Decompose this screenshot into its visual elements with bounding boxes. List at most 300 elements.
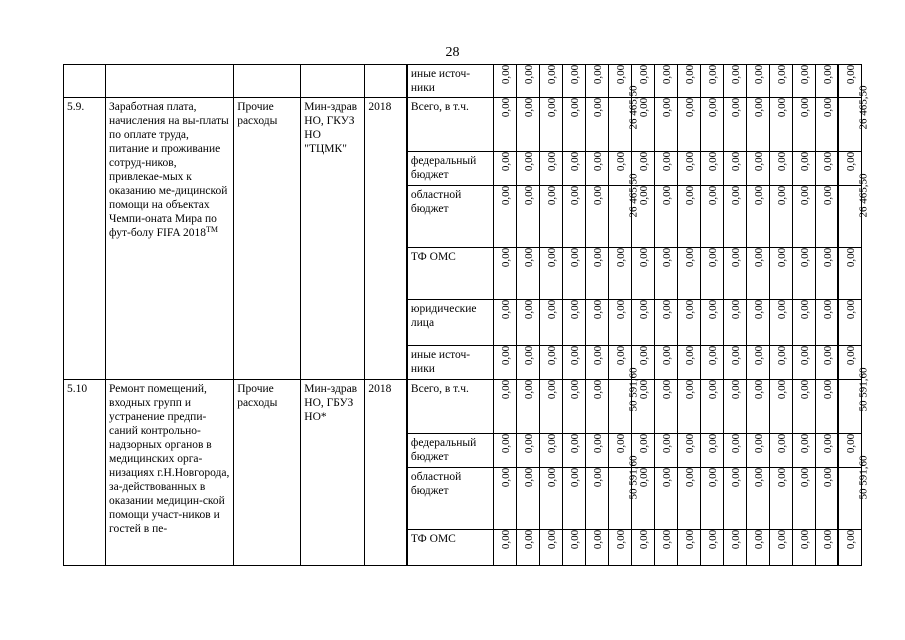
value-cell (562, 300, 585, 346)
value-cell (516, 98, 539, 152)
value-text: 0,00 (729, 247, 742, 268)
value-cell (815, 300, 838, 346)
value-text: 0,00 (499, 247, 512, 268)
value-text: 0,00 (798, 529, 811, 550)
value-text: 0,00 (775, 299, 788, 320)
value-text: 0,00 (821, 467, 834, 488)
value-cell (608, 530, 631, 566)
value-text: 0,00 (821, 247, 834, 268)
value-text: 0,00 (775, 467, 788, 488)
value-cell (608, 367, 640, 434)
value-text: 0,00 (798, 151, 811, 172)
value-cell (539, 380, 562, 434)
value-text: 0,00 (545, 433, 558, 454)
value-text: 0,00 (522, 64, 535, 85)
value-cell (700, 380, 723, 434)
value-text: 0,00 (545, 379, 558, 400)
value-text: 0,00 (752, 433, 765, 454)
value-text: 0,00 (845, 247, 858, 268)
value-cell (700, 248, 723, 300)
value-text: 0,00 (775, 151, 788, 172)
value-text: 0,00 (568, 467, 581, 488)
value-cell (700, 152, 723, 186)
value-text: 0,00 (729, 345, 742, 366)
value-cell (700, 346, 723, 380)
value-text: 0,00 (683, 64, 696, 85)
value-cell (516, 468, 539, 530)
value-cell (539, 346, 562, 380)
row-number-text: 5.10 (67, 383, 88, 395)
value-text: 50 591,60 (627, 455, 640, 500)
value-cell (654, 530, 677, 566)
value-cell (516, 65, 539, 98)
value-cell (838, 367, 870, 434)
value-cell (723, 380, 746, 434)
value-cell (654, 468, 677, 530)
value-cell (631, 380, 654, 434)
value-text: 0,00 (614, 529, 627, 550)
value-text: 0,00 (775, 529, 788, 550)
value-text: 0,00 (821, 529, 834, 550)
value-cell (838, 530, 861, 566)
value-cell (769, 300, 792, 346)
page-number: 28 (445, 45, 460, 60)
expense-type (234, 65, 301, 98)
value-text: 0,00 (845, 299, 858, 320)
value-text: 0,00 (545, 151, 558, 172)
value-text: 0,00 (591, 247, 604, 268)
value-text: 0,00 (499, 433, 512, 454)
value-cell (562, 248, 585, 300)
value-text: 0,00 (706, 529, 719, 550)
value-text: 0,00 (637, 379, 650, 400)
funding-source: Всего, в т.ч. (407, 98, 493, 152)
value-cell (631, 98, 654, 152)
value-cell (677, 248, 700, 300)
value-text: 0,00 (591, 64, 604, 85)
value-text: 0,00 (845, 529, 858, 550)
value-text: 50 591,60 (857, 367, 870, 412)
value-text: 0,00 (637, 433, 650, 454)
value-text: 0,00 (591, 433, 604, 454)
value-text: 0,00 (660, 433, 673, 454)
value-cell (815, 346, 838, 380)
value-cell (585, 434, 608, 468)
row-year (365, 98, 407, 380)
value-cell (769, 98, 792, 152)
value-cell (815, 380, 838, 434)
value-text: 0,00 (660, 151, 673, 172)
value-text: 50 591,60 (857, 455, 870, 500)
value-text: 0,00 (614, 247, 627, 268)
value-cell (792, 248, 815, 300)
value-cell (792, 530, 815, 566)
value-text: 0,00 (798, 345, 811, 366)
value-cell (585, 65, 608, 98)
value-text: 0,00 (775, 247, 788, 268)
value-text: 0,00 (706, 433, 719, 454)
value-cell (539, 248, 562, 300)
value-text: 0,00 (706, 151, 719, 172)
value-cell (539, 434, 562, 468)
value-cell (700, 65, 723, 98)
value-cell (815, 248, 838, 300)
value-cell (493, 468, 516, 530)
value-cell (838, 173, 870, 248)
value-cell (677, 152, 700, 186)
value-text: 0,00 (660, 185, 673, 206)
value-text: 26 465,50 (627, 173, 640, 218)
value-cell (493, 248, 516, 300)
value-text: 0,00 (568, 345, 581, 366)
value-text: 0,00 (845, 151, 858, 172)
value-text: 0,00 (637, 151, 650, 172)
value-cell (608, 248, 631, 300)
value-text: 0,00 (522, 247, 535, 268)
funding-source: юридические лица (407, 300, 493, 346)
value-cell (769, 346, 792, 380)
value-text: 0,00 (660, 64, 673, 85)
value-text: 0,00 (845, 345, 858, 366)
value-text: 0,00 (683, 467, 696, 488)
responsible-org (301, 98, 365, 380)
value-text: 0,00 (798, 299, 811, 320)
value-cell (815, 65, 838, 98)
value-cell (654, 98, 677, 152)
value-cell (516, 152, 539, 186)
value-cell (769, 186, 792, 248)
value-cell (539, 468, 562, 530)
value-text: 0,00 (499, 64, 512, 85)
value-text: 0,00 (545, 247, 558, 268)
value-cell (654, 300, 677, 346)
value-text: 0,00 (775, 185, 788, 206)
value-cell (723, 152, 746, 186)
value-cell (677, 468, 700, 530)
funding-source: Всего, в т.ч. (407, 380, 493, 434)
value-text: 0,00 (821, 151, 834, 172)
value-cell (493, 380, 516, 434)
value-cell (539, 98, 562, 152)
row-name-text: Заработная плата, начисления на вы-платы по оплате труда, питание и проживание сотруд-ников, привлекае-мых к оказанию ме-дицинской помощи на объектах Чемпи-оната Мира по фут-болу FIFA 2018 (109, 101, 229, 239)
table-row (64, 380, 862, 434)
value-text: 0,00 (775, 379, 788, 400)
value-cell (493, 530, 516, 566)
table-row (64, 98, 862, 152)
value-text: 0,00 (729, 299, 742, 320)
value-text: 0,00 (798, 247, 811, 268)
value-text: 0,00 (499, 345, 512, 366)
value-text: 0,00 (568, 64, 581, 85)
funding-source: областной бюджет (407, 468, 493, 530)
responsible-org (301, 65, 365, 98)
value-text: 0,00 (522, 345, 535, 366)
value-cell (585, 530, 608, 566)
value-text: 0,00 (637, 97, 650, 118)
value-text: 0,00 (660, 97, 673, 118)
value-text: 0,00 (637, 345, 650, 366)
value-cell (723, 346, 746, 380)
value-cell (562, 65, 585, 98)
value-text: 0,00 (660, 299, 673, 320)
value-cell (493, 346, 516, 380)
row-name (106, 65, 234, 98)
value-text: 0,00 (568, 247, 581, 268)
value-text: 0,00 (499, 467, 512, 488)
funding-source: иные источ-ники (407, 346, 493, 380)
value-text: 0,00 (821, 299, 834, 320)
value-text: 0,00 (729, 151, 742, 172)
value-cell (562, 346, 585, 380)
row-year-text: 2018 (368, 383, 392, 395)
value-cell (723, 98, 746, 152)
value-text: 0,00 (660, 467, 673, 488)
value-text: 0,00 (683, 345, 696, 366)
value-cell (585, 248, 608, 300)
value-text: 0,00 (637, 64, 650, 85)
table-row (64, 65, 862, 98)
value-text: 0,00 (798, 379, 811, 400)
value-cell (723, 468, 746, 530)
value-text: 0,00 (591, 379, 604, 400)
expense-type (234, 380, 301, 566)
value-cell (769, 152, 792, 186)
value-text: 0,00 (614, 345, 627, 366)
value-text: 0,00 (798, 185, 811, 206)
value-text: 0,00 (683, 529, 696, 550)
responsible-org (301, 380, 365, 566)
value-cell (677, 65, 700, 98)
value-text: 0,00 (522, 529, 535, 550)
value-text: 0,00 (821, 433, 834, 454)
value-text: 0,00 (637, 299, 650, 320)
value-cell (769, 468, 792, 530)
value-text: 0,00 (545, 97, 558, 118)
value-text: 0,00 (499, 97, 512, 118)
row-year (365, 380, 407, 566)
value-text: 26 465,50 (857, 173, 870, 218)
value-text: 0,00 (545, 299, 558, 320)
value-cell (746, 186, 769, 248)
value-text: 0,00 (775, 433, 788, 454)
responsible-org-text: Мин-здрав НО, ГКУЗ НО "ТЦМК" (304, 101, 358, 155)
value-text: 0,00 (821, 64, 834, 85)
value-cell (516, 380, 539, 434)
value-cell (792, 346, 815, 380)
value-cell (723, 300, 746, 346)
value-cell (746, 65, 769, 98)
value-text: 0,00 (729, 379, 742, 400)
row-number (64, 380, 106, 566)
value-text: 0,00 (591, 185, 604, 206)
value-cell (838, 455, 870, 530)
value-cell (585, 300, 608, 346)
value-cell (562, 530, 585, 566)
value-text: 0,00 (706, 185, 719, 206)
value-cell (838, 248, 861, 300)
value-cell (769, 434, 792, 468)
value-cell (562, 434, 585, 468)
value-cell (838, 85, 870, 152)
value-cell (700, 530, 723, 566)
value-cell (677, 300, 700, 346)
value-cell (746, 530, 769, 566)
value-cell (654, 380, 677, 434)
value-text: 0,00 (775, 64, 788, 85)
value-text: 0,00 (706, 97, 719, 118)
value-cell (585, 380, 608, 434)
value-text: 0,00 (752, 97, 765, 118)
value-text: 0,00 (752, 345, 765, 366)
value-text: 0,00 (591, 299, 604, 320)
value-text: 0,00 (591, 529, 604, 550)
value-text: 0,00 (591, 467, 604, 488)
value-text: 0,00 (729, 64, 742, 85)
value-cell (608, 300, 631, 346)
row-name (106, 380, 234, 566)
value-cell (493, 152, 516, 186)
value-text: 26 465,50 (857, 85, 870, 130)
value-text: 0,00 (821, 345, 834, 366)
value-text: 0,00 (706, 379, 719, 400)
funding-source: федеральный бюджет (407, 434, 493, 468)
value-text: 0,00 (660, 379, 673, 400)
responsible-org-text: Мин-здрав НО, ГБУЗ НО* (304, 383, 358, 423)
value-text: 0,00 (798, 467, 811, 488)
value-cell (539, 300, 562, 346)
value-cell (585, 152, 608, 186)
value-cell (631, 468, 654, 530)
row-year (365, 65, 407, 98)
expense-type (234, 98, 301, 380)
value-cell (700, 186, 723, 248)
value-cell (723, 186, 746, 248)
funding-source: ТФ ОМС (407, 248, 493, 300)
value-text: 0,00 (660, 247, 673, 268)
value-cell (769, 530, 792, 566)
value-cell (562, 468, 585, 530)
value-cell (654, 248, 677, 300)
value-text: 0,00 (522, 299, 535, 320)
value-cell (608, 85, 640, 152)
value-cell (516, 248, 539, 300)
value-cell (677, 434, 700, 468)
value-text: 0,00 (798, 433, 811, 454)
value-cell (815, 152, 838, 186)
value-cell (677, 380, 700, 434)
value-cell (677, 186, 700, 248)
value-text: 0,00 (706, 345, 719, 366)
value-text: 0,00 (522, 379, 535, 400)
value-text: 0,00 (568, 379, 581, 400)
value-text: 0,00 (729, 529, 742, 550)
value-text: 0,00 (522, 185, 535, 206)
value-cell (792, 186, 815, 248)
funding-source: федеральный бюджет (407, 152, 493, 186)
value-text: 0,00 (752, 247, 765, 268)
value-cell (677, 530, 700, 566)
value-cell (746, 380, 769, 434)
value-cell (654, 152, 677, 186)
value-cell (792, 152, 815, 186)
value-cell (585, 346, 608, 380)
value-cell (792, 300, 815, 346)
value-cell (815, 434, 838, 468)
value-text: 0,00 (729, 467, 742, 488)
value-text: 0,00 (752, 185, 765, 206)
value-text: 0,00 (522, 467, 535, 488)
value-text: 0,00 (683, 97, 696, 118)
value-cell (746, 434, 769, 468)
value-text: 50 591,60 (627, 367, 640, 412)
value-cell (792, 434, 815, 468)
value-cell (585, 98, 608, 152)
value-text: 0,00 (614, 151, 627, 172)
value-cell (815, 468, 838, 530)
value-cell (493, 434, 516, 468)
trademark-sup: TM (205, 225, 218, 234)
value-text: 0,00 (683, 247, 696, 268)
value-cell (516, 300, 539, 346)
value-text: 0,00 (545, 185, 558, 206)
value-cell (608, 173, 640, 248)
value-cell (493, 98, 516, 152)
funding-source: областной бюджет (407, 186, 493, 248)
value-cell (746, 152, 769, 186)
value-cell (562, 152, 585, 186)
row-year-text: 2018 (368, 101, 392, 113)
value-text: 0,00 (706, 247, 719, 268)
value-cell (746, 468, 769, 530)
value-text: 0,00 (683, 185, 696, 206)
value-text: 0,00 (845, 433, 858, 454)
value-cell (838, 300, 861, 346)
value-cell (700, 434, 723, 468)
value-cell (723, 65, 746, 98)
value-cell (769, 65, 792, 98)
value-cell (585, 186, 608, 248)
value-cell (815, 530, 838, 566)
value-cell (792, 65, 815, 98)
value-text: 0,00 (499, 379, 512, 400)
value-text: 0,00 (775, 345, 788, 366)
funding-source: иные источ-ники (407, 65, 493, 98)
value-text: 0,00 (591, 151, 604, 172)
value-cell (815, 186, 838, 248)
value-cell (677, 346, 700, 380)
value-cell (815, 98, 838, 152)
value-cell (723, 530, 746, 566)
value-text: 0,00 (660, 529, 673, 550)
value-text: 0,00 (706, 64, 719, 85)
value-cell (792, 98, 815, 152)
value-cell (539, 186, 562, 248)
value-text: 0,00 (660, 345, 673, 366)
value-cell (700, 98, 723, 152)
value-text: 0,00 (499, 151, 512, 172)
value-cell (493, 186, 516, 248)
value-text: 0,00 (568, 185, 581, 206)
row-number-text: 5.9. (67, 101, 85, 113)
value-text: 0,00 (706, 299, 719, 320)
value-cell (562, 98, 585, 152)
value-text: 0,00 (637, 529, 650, 550)
value-text: 0,00 (752, 151, 765, 172)
value-text: 0,00 (752, 379, 765, 400)
value-cell (631, 300, 654, 346)
value-text: 0,00 (752, 529, 765, 550)
value-text: 0,00 (637, 247, 650, 268)
